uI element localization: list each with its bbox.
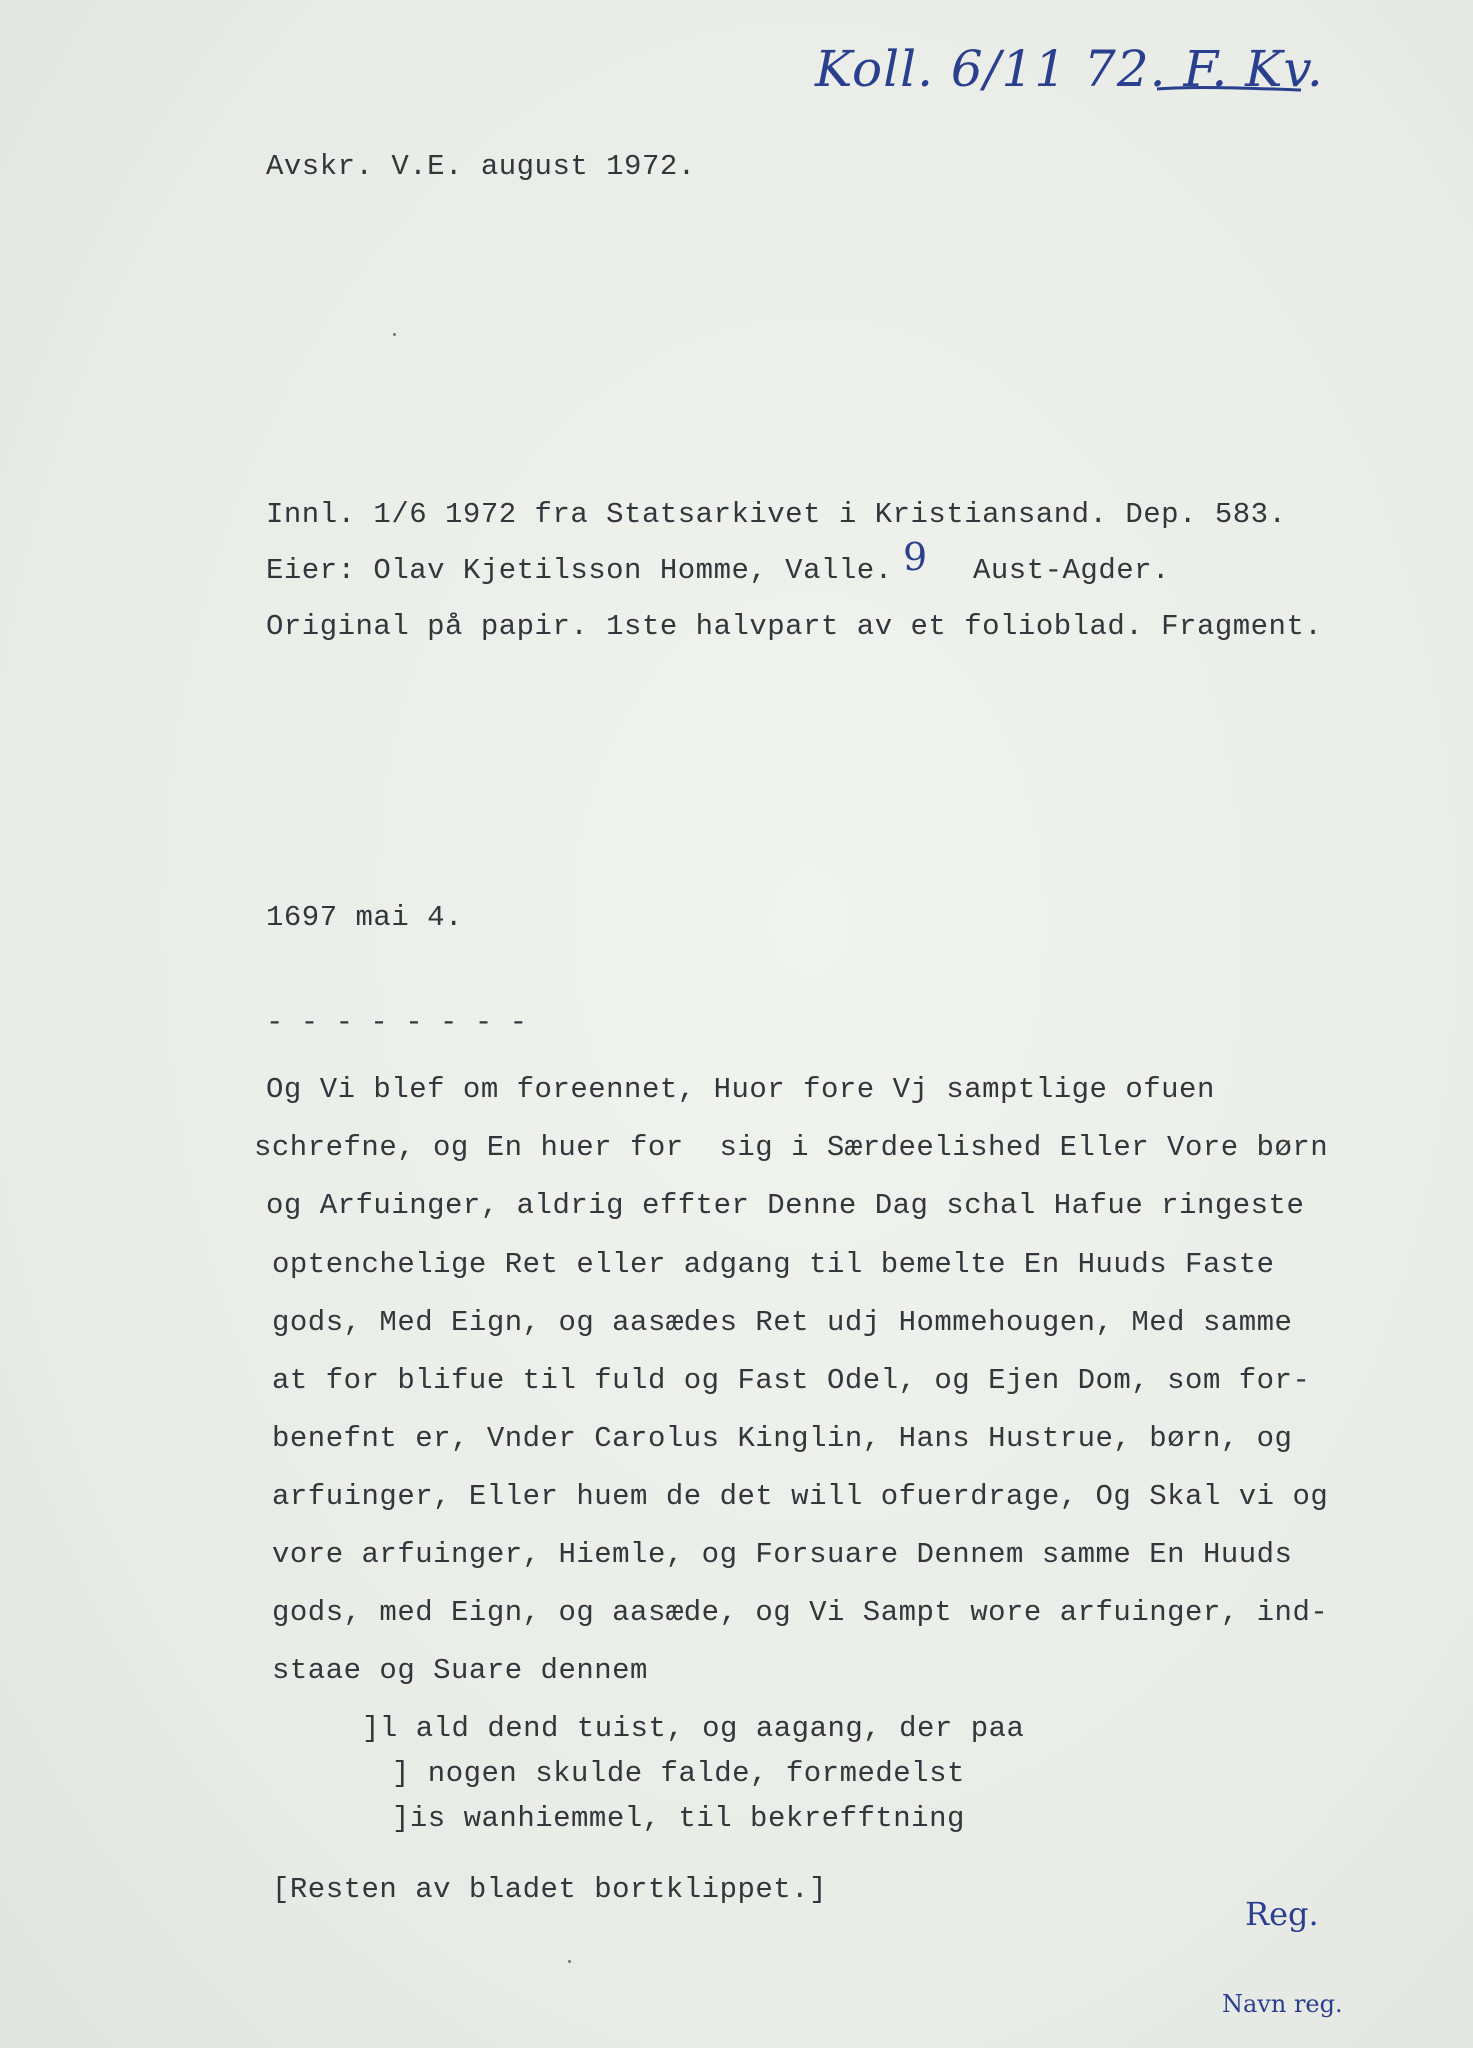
fragment-line: ] nogen skulde falde, formedelst [392,1757,965,1790]
handwritten-annotation-name-reg: Navn reg. [1222,1990,1343,2018]
body-line: at for blifue til fuld og Fast Odel, og Ejen Dom, som for- [272,1364,1311,1397]
handwritten-annotation-top: Koll. 6/11 72. F. Kv. [815,40,1324,98]
transcription-header: Avskr. V.E. august 1972. [266,150,696,183]
fragment-line: ]is wanhiemmel, til bekrefftning [392,1802,965,1835]
annotation-underline [1155,82,1305,96]
body-line: schrefne, og En huer for sig i Særdeelished Eller Vore børn [254,1131,1329,1164]
body-line: gods, med Eign, og aasæde, og Vi Sampt wore arfuinger, ind- [272,1596,1329,1629]
body-line: gods, Med Eign, og aasædes Ret udj Hommehougen, Med samme [272,1306,1293,1339]
handwritten-annotation-reg: Reg. [1245,1895,1319,1933]
original-description-line: Original på papir. 1ste halvpart av et folioblad. Fragment. [266,610,1323,643]
body-line: staae og Suare dennem [272,1654,648,1687]
accession-line: Innl. 1/6 1972 fra Statsarkivet i Kristiansand. Dep. 583. [266,498,1287,531]
region-line: Aust-Agder. [973,554,1170,587]
fragment-line: ]l ald dend tuist, og aagang, der paa [362,1712,1025,1745]
document-date: 1697 mai 4. [266,901,463,934]
owner-line: Eier: Olav Kjetilsson Homme, Valle. [266,554,893,587]
paper-speck [568,1960,571,1963]
closing-note: [Resten av bladet bortklippet.] [272,1873,827,1906]
body-line: vore arfuinger, Hiemle, og Forsuare Dennem samme En Huuds [272,1538,1293,1571]
body-line: arfuinger, Eller huem de det will ofuerdrage, Og Skal vi og [272,1480,1329,1513]
body-line: Og Vi blef om foreennet, Huor fore Vj samptlige ofuen [266,1073,1215,1106]
dash-separator: - - - - - - - - [266,1006,528,1039]
paper-speck [393,333,396,336]
body-line: benefnt er, Vnder Carolus Kinglin, Hans Hustrue, børn, og [272,1422,1293,1455]
handwritten-number: 9 [903,535,928,579]
body-line: og Arfuinger, aldrig effter Denne Dag schal Hafue ringeste [266,1189,1305,1222]
body-line: optenchelige Ret eller adgang til bemelte En Huuds Faste [272,1248,1275,1281]
